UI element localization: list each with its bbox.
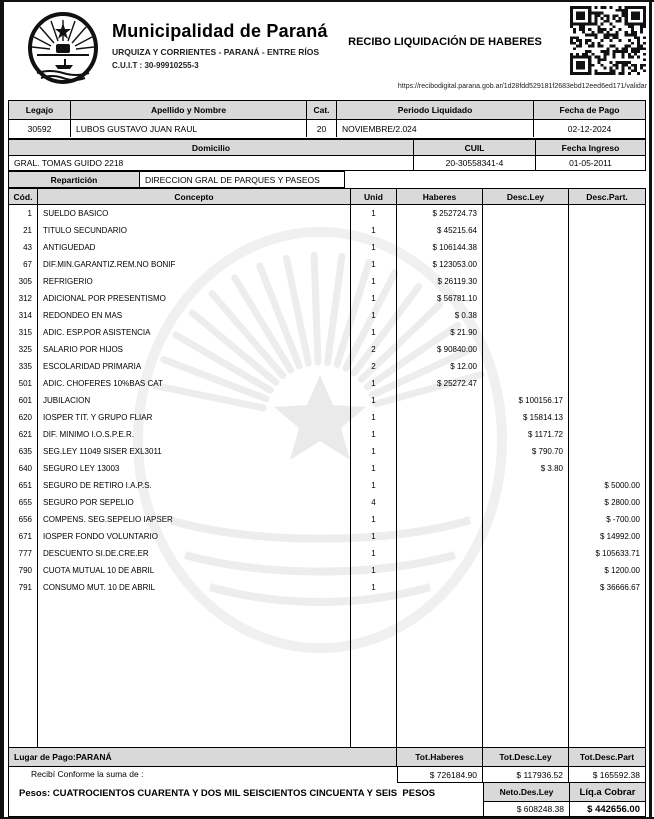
table-row	[9, 273, 645, 290]
desc-ley-cell	[483, 307, 569, 324]
reparticion-header: Repartición	[8, 171, 140, 188]
neto-des-ley-header: Neto.Des.Ley	[483, 783, 569, 802]
concept-rows	[9, 205, 645, 596]
unid-cell: 2	[351, 341, 397, 358]
concepto-cell: COMPENS. SEG.SEPELIO IAPSER	[38, 511, 351, 528]
cuil-header: CUIL	[414, 140, 536, 156]
table-row	[9, 443, 645, 460]
liq-a-cobrar-value: $ 442656.00	[569, 802, 645, 816]
unid-cell: 1	[351, 324, 397, 341]
haberes-cell	[397, 460, 483, 477]
concepto-cell: ADICIONAL POR PRESENTISMO	[38, 290, 351, 307]
unid-cell: 1	[351, 579, 397, 596]
haberes-cell: $ 26119.30	[397, 273, 483, 290]
tot-haberes-header: Tot.Haberes	[397, 748, 483, 767]
concepto-cell: CONSUMO MUT. 10 DE ABRIL	[38, 579, 351, 596]
desc-part-cell	[569, 460, 645, 477]
haberes-cell	[397, 579, 483, 596]
cat-value: 20	[307, 120, 337, 137]
haberes-cell	[397, 426, 483, 443]
domicilio-value: GRAL. TOMAS GUIDO 2218	[9, 156, 414, 170]
unid-cell: 1	[351, 409, 397, 426]
desc-ley-cell	[483, 256, 569, 273]
cod-cell: 671	[9, 528, 38, 545]
unid-cell: 1	[351, 443, 397, 460]
unid-cell: 1	[351, 256, 397, 273]
concepto-cell: ADIC. ESP.POR ASISTENCIA	[38, 324, 351, 341]
haberes-cell	[397, 545, 483, 562]
unid-cell: 1	[351, 545, 397, 562]
desc-part-cell	[569, 239, 645, 256]
unid-cell: 1	[351, 290, 397, 307]
unid-cell: 1	[351, 562, 397, 579]
tot-haberes-value: $ 726184.90	[397, 767, 483, 783]
haberes-cell: $ 106144.38	[397, 239, 483, 256]
concepto-cell: DIF. MINIMO I.O.S.P.E.R.	[38, 426, 351, 443]
table-row	[9, 511, 645, 528]
cod-cell: 777	[9, 545, 38, 562]
table-row	[9, 307, 645, 324]
desc-part-cell: $ 14992.00	[599, 532, 640, 541]
desc-part-cell	[569, 341, 645, 358]
desc-part-cell	[569, 443, 645, 460]
tot-desc-part-value: $ 165592.38	[569, 767, 645, 783]
desc-ley-cell: $ 1171.72	[483, 426, 569, 443]
desc-part-cell	[569, 273, 645, 290]
org-address: URQUIZA Y CORRIENTES - PARANÁ - ENTRE RÍOS	[112, 47, 320, 57]
unid-cell: 1	[351, 222, 397, 239]
recibi-conforme-text: Recibí Conforme la suma de :	[31, 769, 144, 779]
table-row	[9, 494, 645, 511]
cod-cell: 43	[9, 239, 38, 256]
page-border-right	[649, 0, 652, 819]
cod-header: Cód.	[9, 189, 38, 205]
cod-cell: 1	[9, 205, 38, 222]
cod-cell: 656	[9, 511, 38, 528]
table-row	[9, 358, 645, 375]
desc-ley-cell	[483, 562, 569, 579]
desc-part-cell	[569, 222, 645, 239]
haberes-cell: $ 252724.73	[397, 205, 483, 222]
haberes-cell: $ 21.90	[397, 324, 483, 341]
concepto-cell: IOSPER FONDO VOLUNTARIO	[38, 528, 351, 545]
haberes-cell: $ 56781.10	[397, 290, 483, 307]
haberes-cell	[397, 409, 483, 426]
tot-desc-ley-header: Tot.Desc.Ley	[483, 748, 569, 767]
desc-part-cell	[569, 409, 645, 426]
org-name: Municipalidad de Paraná	[112, 21, 328, 41]
desc-part-cell: $ 1200.00	[604, 566, 640, 575]
periodo-value: NOVIEMBRE/2.024	[337, 120, 534, 137]
desc-ley-cell	[483, 494, 569, 511]
concepto-cell: ANTIGUEDAD	[38, 239, 351, 256]
cod-cell: 655	[9, 494, 38, 511]
cod-cell: 635	[9, 443, 38, 460]
unid-cell: 1	[351, 392, 397, 409]
concepto-cell: REDONDEO EN MAS	[38, 307, 351, 324]
haberes-cell: $ 90840.00	[397, 341, 483, 358]
unid-cell: 2	[351, 358, 397, 375]
concepto-cell: ADIC. CHOFERES 10%BAS CAT	[38, 375, 351, 392]
desc-ley-cell	[483, 341, 569, 358]
desc-ley-cell	[483, 545, 569, 562]
table-row	[9, 392, 645, 409]
cod-cell: 791	[9, 579, 38, 596]
page-border-top	[0, 0, 654, 2]
pesos-en-letras-text: Pesos: CUATROCIENTOS CUARENTA Y DOS MIL SEISCIENTOS CINCUENTA Y SEIS PESOS	[19, 788, 436, 799]
unid-cell: 1	[351, 273, 397, 290]
desc-part-cell: $ 5000.00	[604, 481, 640, 490]
cod-cell: 67	[9, 256, 38, 273]
desc-part-cell	[569, 205, 645, 222]
haberes-header: Haberes	[397, 189, 483, 205]
desc-ley-cell: $ 3.80	[483, 460, 569, 477]
table-row	[9, 579, 645, 596]
concepts-header-row	[9, 189, 645, 205]
desc-ley-cell	[483, 511, 569, 528]
periodo-header: Periodo Liquidado	[337, 101, 534, 120]
haberes-cell: $ 45215.64	[397, 222, 483, 239]
table-row	[9, 290, 645, 307]
table-row	[9, 409, 645, 426]
desc-ley-cell	[483, 324, 569, 341]
unid-cell: 1	[351, 460, 397, 477]
receipt-title: RECIBO LIQUIDACIÓN DE HABERES	[348, 36, 542, 48]
haberes-cell	[397, 494, 483, 511]
cod-cell: 651	[9, 477, 38, 494]
unid-cell: 1	[351, 511, 397, 528]
concepto-cell: SEGURO POR SEPELIO	[38, 494, 351, 511]
desc-part-cell	[569, 290, 645, 307]
cod-cell: 21	[9, 222, 38, 239]
concepto-cell: SEGURO LEY 13003	[38, 460, 351, 477]
desc-ley-cell	[483, 477, 569, 494]
domicilio-header: Domicilio	[9, 140, 414, 156]
haberes-cell	[397, 528, 483, 545]
table-row	[9, 477, 645, 494]
desc-ley-cell: $ 15814.13	[483, 409, 569, 426]
concepto-cell: CUOTA MUTUAL 10 DE ABRIL	[38, 562, 351, 579]
fecha-ingreso-value: 01-05-2011	[569, 158, 612, 168]
validation-url: https://recibodigital.parana.gob.ar/1d28fdd529181f2683ebd12eed6ed171/validar	[397, 83, 647, 90]
legajo-value: 30592	[9, 120, 71, 137]
fecha-pago-header: Fecha de Pago	[534, 101, 645, 120]
concepto-cell: DESCUENTO SI.DE.CRE.ER	[38, 545, 351, 562]
reparticion-row	[8, 171, 345, 188]
desc-ley-cell	[483, 579, 569, 596]
unid-cell: 1	[351, 205, 397, 222]
concepto-cell: ESCOLARIDAD PRIMARIA	[38, 358, 351, 375]
table-row	[9, 222, 645, 239]
desc-ley-cell	[483, 290, 569, 307]
concepts-table	[8, 188, 646, 747]
cod-cell: 315	[9, 324, 38, 341]
table-row	[9, 256, 645, 273]
municipality-logo	[25, 11, 101, 85]
page-border-left	[0, 0, 4, 819]
desc-ley-cell	[483, 205, 569, 222]
table-row	[9, 375, 645, 392]
liq-a-cobrar-header: Líq.a Cobrar	[569, 783, 645, 802]
desc-part-cell: $ 36666.67	[599, 583, 640, 592]
concepto-cell: SEG.LEY 11049 SISER EXL3011	[38, 443, 351, 460]
concepto-cell: JUBILACION	[38, 392, 351, 409]
table-row	[9, 460, 645, 477]
cod-cell: 620	[9, 409, 38, 426]
desc-ley-cell	[483, 222, 569, 239]
table-row	[9, 205, 645, 222]
desc-part-cell: $ -700.00	[606, 515, 640, 524]
cod-cell: 621	[9, 426, 38, 443]
desc-part-cell	[569, 324, 645, 341]
unid-header: Unid	[351, 189, 397, 205]
desc-part-cell	[569, 256, 645, 273]
nombre-header: Apellido y Nombre	[71, 101, 307, 120]
desc-part-cell: $ 2800.00	[604, 498, 640, 507]
reparticion-value: DIRECCION GRAL DE PARQUES Y PASEOS	[140, 171, 345, 188]
haberes-cell	[397, 477, 483, 494]
desc-ley-header: Desc.Ley	[483, 189, 569, 205]
desc-part-cell	[569, 426, 645, 443]
unid-cell: 1	[351, 375, 397, 392]
unid-cell: 1	[351, 426, 397, 443]
unid-cell: 1	[351, 477, 397, 494]
totals-table	[8, 747, 646, 817]
desc-part-cell	[569, 392, 645, 409]
table-row	[9, 239, 645, 256]
nombre-value: LUBOS GUSTAVO JUAN RAUL	[71, 120, 307, 137]
lugar-de-pago: Lugar de Pago:PARANÁ	[9, 748, 397, 767]
cod-cell: 314	[9, 307, 38, 324]
tot-desc-ley-value: $ 117936.52	[483, 767, 569, 783]
cuil-value: 20-30558341-4	[414, 156, 536, 170]
cod-cell: 790	[9, 562, 38, 579]
cod-cell: 335	[9, 358, 38, 375]
unid-cell: 1	[351, 307, 397, 324]
concepto-header: Concepto	[38, 189, 351, 205]
table-row	[9, 324, 645, 341]
desc-ley-cell: $ 100156.17	[483, 392, 569, 409]
desc-ley-cell: $ 790.70	[483, 443, 569, 460]
fecha-pago-value: 02-12-2024	[567, 123, 612, 134]
legajo-header: Legajo	[9, 101, 71, 120]
unid-cell: 1	[351, 528, 397, 545]
desc-ley-cell	[483, 375, 569, 392]
desc-part-cell	[569, 307, 645, 324]
haberes-cell: $ 25272.47	[397, 375, 483, 392]
cod-cell: 325	[9, 341, 38, 358]
cod-cell: 640	[9, 460, 38, 477]
unid-cell: 1	[351, 239, 397, 256]
cat-header: Cat.	[307, 101, 337, 120]
haberes-cell: $ 0.38	[397, 307, 483, 324]
employee-table	[8, 100, 646, 139]
haberes-cell: $ 123053.00	[397, 256, 483, 273]
haberes-cell	[397, 443, 483, 460]
cod-cell: 501	[9, 375, 38, 392]
haberes-cell	[397, 392, 483, 409]
desc-part-header: Desc.Part.	[569, 189, 645, 205]
org-cuit: C.U.I.T : 30-99910255-3	[112, 61, 199, 70]
fecha-ingreso-header: Fecha Ingreso	[536, 140, 645, 156]
cod-cell: 312	[9, 290, 38, 307]
concepto-cell: SEGURO DE RETIRO I.A.P.S.	[38, 477, 351, 494]
table-row	[9, 545, 645, 562]
tot-desc-part-header: Tot.Desc.Part	[569, 748, 645, 767]
table-row	[9, 528, 645, 545]
qr-code	[570, 6, 646, 75]
desc-ley-cell	[483, 273, 569, 290]
table-row	[9, 562, 645, 579]
concepto-cell: SUELDO BASICO	[38, 205, 351, 222]
desc-ley-cell	[483, 239, 569, 256]
haberes-cell	[397, 511, 483, 528]
desc-ley-cell	[483, 528, 569, 545]
concepto-cell: SALARIO POR HIJOS	[38, 341, 351, 358]
desc-part-cell	[569, 375, 645, 392]
concepto-cell: IOSPER TIT. Y GRUPO FLIAR	[38, 409, 351, 426]
concepts-empty-area	[9, 596, 645, 747]
cod-cell: 305	[9, 273, 38, 290]
desc-part-cell	[569, 358, 645, 375]
address-table	[8, 139, 646, 171]
unid-cell: 4	[351, 494, 397, 511]
cod-cell: 601	[9, 392, 38, 409]
table-row	[9, 341, 645, 358]
desc-part-cell: $ 105633.71	[595, 549, 640, 558]
concepto-cell: DIF.MIN.GARANTIZ.REM.NO BONIF	[38, 256, 351, 273]
haberes-cell	[397, 562, 483, 579]
concepto-cell: TITULO SECUNDARIO	[38, 222, 351, 239]
neto-des-ley-value: $ 608248.38	[483, 802, 569, 816]
concepto-cell: REFRIGERIO	[38, 273, 351, 290]
haberes-cell: $ 12.00	[397, 358, 483, 375]
desc-ley-cell	[483, 358, 569, 375]
table-row	[9, 426, 645, 443]
